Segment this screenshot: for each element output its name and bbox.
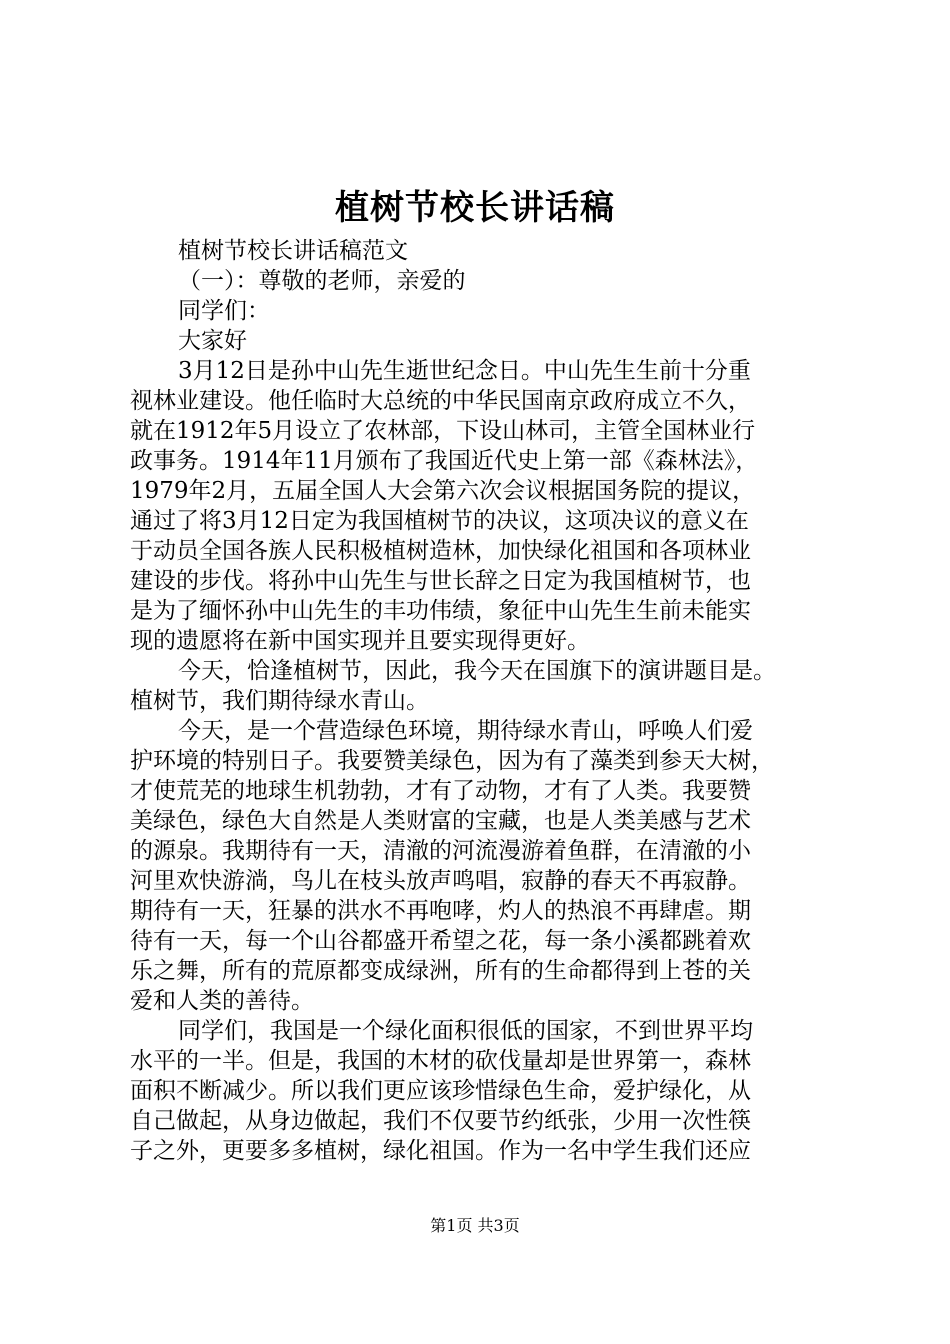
text-line: 美绿色，绿色大自然是人类财富的宝藏，也是人类美感与艺术 [130, 808, 751, 834]
text-line: （一）：尊敬的老师，亲爱的 [178, 268, 466, 294]
text-line: 3月12日是孙中山先生逝世纪念日。中山先生生前十分重 [178, 358, 751, 384]
text-line: 乐之舞，所有的荒原都变成绿洲，所有的生命都得到上苍的关 [130, 958, 751, 984]
text-line: 就在1912年5月设立了农林部，下设山林司，主管全国林业行 [130, 418, 756, 444]
text-line: 大家好 [178, 328, 247, 354]
text-line: 政事务。1914年11月颁布了我国近代史上第一部《森林法》， [130, 448, 759, 474]
document-title: 植树节校长讲话稿 [335, 188, 615, 228]
text-line: 现的遗愿将在新中国实现并且要实现得更好。 [130, 628, 590, 654]
text-line: 通过了将3月12日定为我国植树节的决议，这项决议的意义在 [130, 508, 749, 534]
text-line: 是为了缅怀孙中山先生的丰功伟绩，象征中山先生生前未能实 [130, 598, 751, 624]
document-body [130, 236, 840, 1166]
text-line: 于动员全国各族人民积极植树造林，加快绿化祖国和各项林业 [130, 538, 751, 564]
text-line: 今天，是一个营造绿色环境，期待绿水青山，呼唤人们爱 [178, 718, 753, 744]
text-line: 植树节校长讲话稿范文 [178, 238, 408, 264]
text-line: 期待有一天，狂暴的洪水不再咆哮，灼人的热浪不再肆虐。期 [130, 898, 751, 924]
text-line: 视林业建设。他任临时大总统的中华民国南京政府成立不久， [130, 388, 751, 414]
text-line: 河里欢快游淌，鸟儿在枝头放声鸣唱，寂静的春天不再寂静。 [130, 868, 751, 894]
text-line: 的源泉。我期待有一天，清澈的河流漫游着鱼群，在清澈的小 [130, 838, 751, 864]
text-line: 护环境的特别日子。我要赞美绿色，因为有了藻类到参天大树， [130, 748, 774, 774]
text-line: 同学们： [178, 298, 270, 324]
text-line: 1979年2月，五届全国人大会第六次会议根据国务院的提议， [130, 478, 756, 504]
text-line: 今天，恰逢植树节，因此，我今天在国旗下的演讲题目是。 [178, 658, 776, 684]
page-footer: 第1页 共3页 [430, 1216, 520, 1235]
text-line: 同学们，我国是一个绿化面积很低的国家，不到世界平均 [178, 1018, 753, 1044]
text-line: 建设的步伐。将孙中山先生与世长辞之日定为我国植树节，也 [130, 568, 751, 594]
text-line: 植树节，我们期待绿水青山。 [130, 688, 429, 714]
text-line: 待有一天，每一个山谷都盛开希望之花，每一条小溪都跳着欢 [130, 928, 751, 954]
text-line: 面积不断减少。所以我们更应该珍惜绿色生命，爱护绿化，从 [130, 1078, 751, 1104]
text-line: 水平的一半。但是，我国的木材的砍伐量却是世界第一，森林 [130, 1048, 751, 1074]
text-line: 才使荒芜的地球生机勃勃，才有了动物，才有了人类。我要赞 [130, 778, 751, 804]
text-line: 爱和人类的善待。 [130, 988, 314, 1014]
text-line: 自己做起，从身边做起，我们不仅要节约纸张，少用一次性筷 [130, 1108, 751, 1134]
text-line: 子之外，更要多多植树，绿化祖国。作为一名中学生我们还应 [130, 1138, 751, 1164]
